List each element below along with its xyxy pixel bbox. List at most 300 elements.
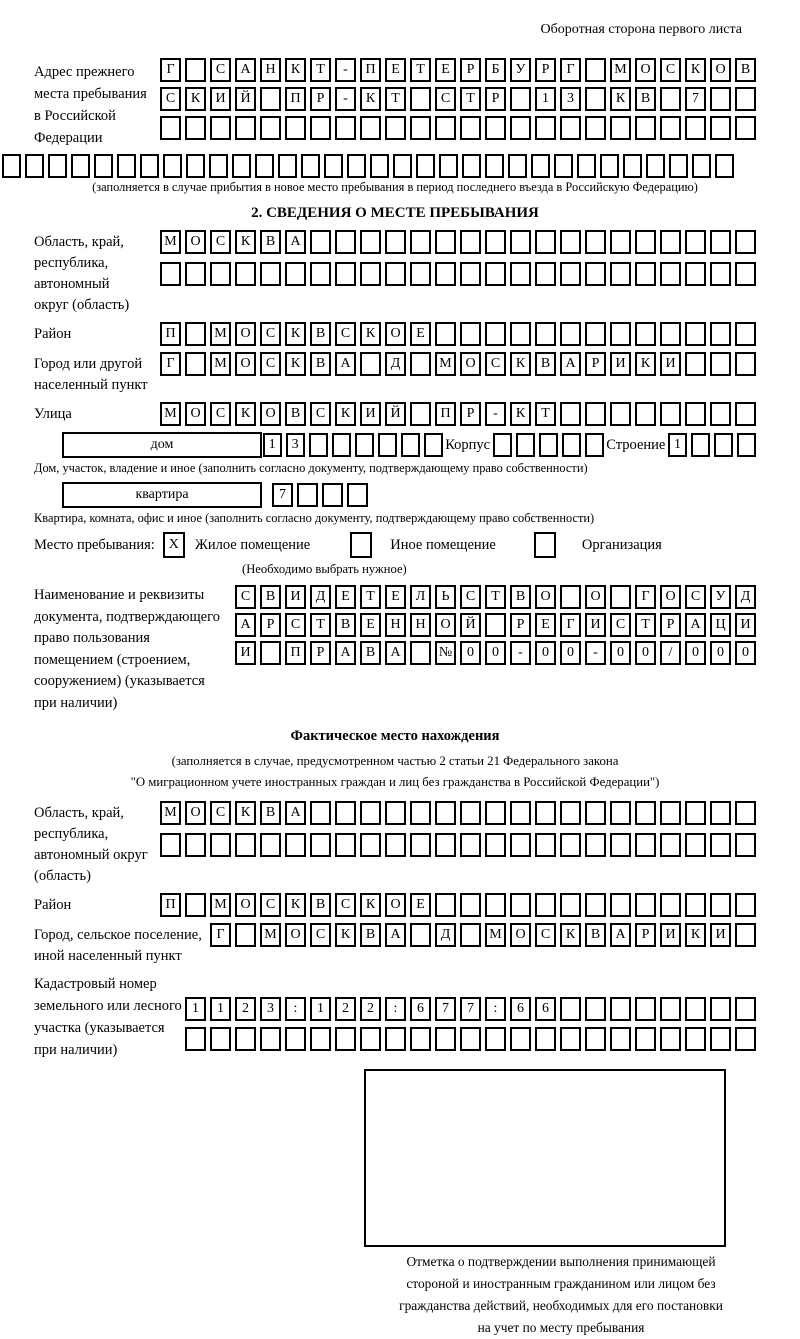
form-cell[interactable]: [347, 154, 366, 178]
form-cell[interactable]: [585, 433, 604, 457]
form-cell[interactable]: К: [685, 923, 706, 947]
form-cell[interactable]: [585, 262, 606, 286]
form-cell[interactable]: [332, 433, 351, 457]
form-cell[interactable]: П: [160, 322, 181, 346]
form-cell[interactable]: 2: [335, 997, 356, 1021]
form-cell[interactable]: Т: [410, 58, 431, 82]
form-cell[interactable]: С: [435, 87, 456, 111]
form-cell[interactable]: 2: [360, 997, 381, 1021]
form-cell[interactable]: [355, 433, 374, 457]
form-cell[interactable]: [610, 402, 631, 426]
form-cell[interactable]: [260, 87, 281, 111]
form-cell[interactable]: 3: [260, 997, 281, 1021]
form-cell[interactable]: [435, 322, 456, 346]
document-row-3[interactable]: [235, 641, 756, 665]
form-cell[interactable]: Г: [210, 923, 231, 947]
form-cell[interactable]: [410, 1027, 431, 1051]
form-cell[interactable]: [385, 230, 406, 254]
form-cell[interactable]: А: [560, 352, 581, 376]
form-cell[interactable]: [710, 262, 731, 286]
form-cell[interactable]: [301, 154, 320, 178]
form-cell[interactable]: [510, 116, 531, 140]
form-cell[interactable]: Н: [385, 613, 406, 637]
form-cell[interactable]: 0: [460, 641, 481, 665]
form-cell[interactable]: [335, 801, 356, 825]
form-cell[interactable]: [585, 402, 606, 426]
form-cell[interactable]: [510, 833, 531, 857]
form-cell[interactable]: [210, 833, 231, 857]
form-cell[interactable]: [460, 262, 481, 286]
form-cell[interactable]: Р: [310, 87, 331, 111]
form-cell[interactable]: Р: [535, 58, 556, 82]
form-cell[interactable]: К: [360, 893, 381, 917]
form-cell[interactable]: О: [385, 322, 406, 346]
form-cell[interactable]: В: [635, 87, 656, 111]
form-cell[interactable]: [360, 801, 381, 825]
form-cell[interactable]: [691, 433, 710, 457]
form-cell[interactable]: [493, 433, 512, 457]
form-cell[interactable]: Т: [385, 87, 406, 111]
form-cell[interactable]: А: [610, 923, 631, 947]
form-cell[interactable]: [460, 833, 481, 857]
form-cell[interactable]: [160, 262, 181, 286]
form-cell[interactable]: Л: [410, 585, 431, 609]
form-cell[interactable]: [410, 641, 431, 665]
form-cell[interactable]: 1: [210, 997, 231, 1021]
form-cell[interactable]: [485, 613, 506, 637]
form-cell[interactable]: 1: [310, 997, 331, 1021]
form-cell[interactable]: [635, 402, 656, 426]
form-cell[interactable]: [535, 230, 556, 254]
form-cell[interactable]: [685, 230, 706, 254]
form-cell[interactable]: [508, 154, 527, 178]
form-cell[interactable]: [535, 801, 556, 825]
form-cell[interactable]: [255, 154, 274, 178]
form-cell[interactable]: Р: [485, 87, 506, 111]
form-cell[interactable]: Г: [635, 585, 656, 609]
form-cell[interactable]: Г: [160, 58, 181, 82]
form-cell[interactable]: [585, 116, 606, 140]
form-cell[interactable]: [324, 154, 343, 178]
form-cell[interactable]: Б: [485, 58, 506, 82]
form-cell[interactable]: Ц: [710, 613, 731, 637]
form-cell[interactable]: [535, 116, 556, 140]
form-cell[interactable]: [735, 923, 756, 947]
form-cell[interactable]: [435, 1027, 456, 1051]
form-cell[interactable]: [310, 262, 331, 286]
form-cell[interactable]: С: [310, 402, 331, 426]
form-cell[interactable]: -: [335, 58, 356, 82]
form-cell[interactable]: [385, 116, 406, 140]
form-cell[interactable]: [685, 801, 706, 825]
form-cell[interactable]: [510, 262, 531, 286]
form-cell[interactable]: [410, 352, 431, 376]
form-cell[interactable]: [535, 1027, 556, 1051]
form-cell[interactable]: С: [660, 58, 681, 82]
form-cell[interactable]: С: [210, 58, 231, 82]
form-cell[interactable]: Р: [635, 923, 656, 947]
form-cell[interactable]: [260, 833, 281, 857]
form-cell[interactable]: [535, 893, 556, 917]
form-cell[interactable]: К: [510, 352, 531, 376]
form-cell[interactable]: О: [185, 230, 206, 254]
form-cell[interactable]: [560, 262, 581, 286]
form-cell[interactable]: [737, 433, 756, 457]
form-cell[interactable]: [685, 352, 706, 376]
form-cell[interactable]: [460, 230, 481, 254]
form-cell[interactable]: А: [235, 58, 256, 82]
form-cell[interactable]: 0: [635, 641, 656, 665]
form-cell[interactable]: [610, 116, 631, 140]
form-cell[interactable]: [635, 262, 656, 286]
form-cell[interactable]: Е: [360, 613, 381, 637]
form-cell[interactable]: А: [285, 230, 306, 254]
form-cell[interactable]: [285, 1027, 306, 1051]
form-cell[interactable]: С: [310, 923, 331, 947]
form-cell[interactable]: [285, 116, 306, 140]
city-row[interactable]: [160, 352, 756, 376]
form-cell[interactable]: [685, 833, 706, 857]
form-cell[interactable]: Т: [310, 58, 331, 82]
form-cell[interactable]: [260, 1027, 281, 1051]
apartment-cells[interactable]: [272, 483, 368, 507]
form-cell[interactable]: [710, 833, 731, 857]
form-cell[interactable]: А: [285, 801, 306, 825]
form-cell[interactable]: [735, 1027, 756, 1051]
form-cell[interactable]: [410, 262, 431, 286]
form-cell[interactable]: В: [585, 923, 606, 947]
form-cell[interactable]: [485, 1027, 506, 1051]
form-cell[interactable]: [185, 58, 206, 82]
form-cell[interactable]: [370, 154, 389, 178]
document-row-2[interactable]: [235, 613, 756, 637]
form-cell[interactable]: [260, 262, 281, 286]
form-cell[interactable]: [485, 801, 506, 825]
korpus-cells[interactable]: [493, 433, 604, 457]
form-cell[interactable]: [562, 433, 581, 457]
form-cell[interactable]: [710, 893, 731, 917]
form-cell[interactable]: [410, 87, 431, 111]
form-cell[interactable]: [210, 1027, 231, 1051]
form-cell[interactable]: Р: [460, 58, 481, 82]
form-cell[interactable]: [297, 483, 318, 507]
form-cell[interactable]: С: [460, 585, 481, 609]
form-cell[interactable]: [435, 833, 456, 857]
prev-address-row-3[interactable]: [160, 116, 756, 140]
form-cell[interactable]: [48, 154, 67, 178]
house-number-cells[interactable]: [263, 433, 443, 457]
form-cell[interactable]: [278, 154, 297, 178]
form-cell[interactable]: Й: [235, 87, 256, 111]
form-cell[interactable]: О: [235, 352, 256, 376]
form-cell[interactable]: К: [235, 402, 256, 426]
form-cell[interactable]: К: [610, 87, 631, 111]
form-cell[interactable]: [585, 230, 606, 254]
form-cell[interactable]: И: [585, 613, 606, 637]
form-cell[interactable]: С: [610, 613, 631, 637]
form-cell[interactable]: [460, 322, 481, 346]
form-cell[interactable]: [660, 116, 681, 140]
form-cell[interactable]: [360, 833, 381, 857]
form-cell[interactable]: А: [685, 613, 706, 637]
form-cell[interactable]: -: [585, 641, 606, 665]
form-cell[interactable]: [585, 893, 606, 917]
cadastral-row-2[interactable]: [185, 1027, 756, 1051]
form-cell[interactable]: М: [160, 801, 181, 825]
form-cell[interactable]: [660, 262, 681, 286]
form-cell[interactable]: 3: [286, 433, 305, 457]
form-cell[interactable]: [25, 154, 44, 178]
form-cell[interactable]: [660, 833, 681, 857]
form-cell[interactable]: К: [360, 322, 381, 346]
form-cell[interactable]: [710, 116, 731, 140]
form-cell[interactable]: [393, 154, 412, 178]
form-cell[interactable]: [610, 262, 631, 286]
form-cell[interactable]: [660, 322, 681, 346]
form-cell[interactable]: [439, 154, 458, 178]
form-cell[interactable]: К: [335, 923, 356, 947]
street-row[interactable]: [160, 402, 756, 426]
form-cell[interactable]: [485, 262, 506, 286]
form-cell[interactable]: [685, 402, 706, 426]
form-cell[interactable]: П: [435, 402, 456, 426]
form-cell[interactable]: Е: [385, 585, 406, 609]
form-cell[interactable]: Т: [535, 402, 556, 426]
form-cell[interactable]: [410, 402, 431, 426]
form-cell[interactable]: [585, 833, 606, 857]
form-cell[interactable]: 0: [485, 641, 506, 665]
form-cell[interactable]: [435, 893, 456, 917]
form-cell[interactable]: 0: [685, 641, 706, 665]
form-cell[interactable]: [335, 833, 356, 857]
cadastral-row-1[interactable]: [185, 997, 756, 1021]
form-cell[interactable]: Т: [460, 87, 481, 111]
form-cell[interactable]: 6: [535, 997, 556, 1021]
form-cell[interactable]: [710, 801, 731, 825]
form-cell[interactable]: [185, 262, 206, 286]
form-cell[interactable]: [635, 116, 656, 140]
form-cell[interactable]: [185, 322, 206, 346]
form-cell[interactable]: [560, 116, 581, 140]
form-cell[interactable]: Ь: [435, 585, 456, 609]
form-cell[interactable]: Й: [385, 402, 406, 426]
form-cell[interactable]: У: [510, 58, 531, 82]
form-cell[interactable]: С: [210, 230, 231, 254]
form-cell[interactable]: [635, 893, 656, 917]
form-cell[interactable]: [585, 801, 606, 825]
form-cell[interactable]: Т: [360, 585, 381, 609]
form-cell[interactable]: [735, 87, 756, 111]
form-cell[interactable]: [335, 230, 356, 254]
form-cell[interactable]: [510, 230, 531, 254]
form-cell[interactable]: [435, 116, 456, 140]
form-cell[interactable]: [309, 433, 328, 457]
form-cell[interactable]: [510, 801, 531, 825]
form-cell[interactable]: [610, 893, 631, 917]
form-cell[interactable]: [610, 230, 631, 254]
form-cell[interactable]: О: [635, 58, 656, 82]
form-cell[interactable]: [485, 833, 506, 857]
form-cell[interactable]: -: [485, 402, 506, 426]
form-cell[interactable]: И: [610, 352, 631, 376]
region-row-1[interactable]: [160, 230, 756, 254]
form-cell[interactable]: [235, 923, 256, 947]
form-cell[interactable]: 3: [560, 87, 581, 111]
form-cell[interactable]: Д: [435, 923, 456, 947]
prev-address-row-4[interactable]: [2, 154, 756, 178]
form-cell[interactable]: [335, 1027, 356, 1051]
form-cell[interactable]: Д: [735, 585, 756, 609]
form-cell[interactable]: [685, 262, 706, 286]
form-cell[interactable]: [531, 154, 550, 178]
form-cell[interactable]: [669, 154, 688, 178]
form-cell[interactable]: [510, 893, 531, 917]
form-cell[interactable]: [260, 641, 281, 665]
form-cell[interactable]: [560, 1027, 581, 1051]
form-cell[interactable]: [735, 833, 756, 857]
form-cell[interactable]: К: [635, 352, 656, 376]
form-cell[interactable]: [385, 801, 406, 825]
form-cell[interactable]: Т: [310, 613, 331, 637]
form-cell[interactable]: Г: [560, 613, 581, 637]
form-cell[interactable]: 0: [610, 641, 631, 665]
form-cell[interactable]: 1: [535, 87, 556, 111]
form-cell[interactable]: [610, 801, 631, 825]
form-cell[interactable]: [209, 154, 228, 178]
form-cell[interactable]: /: [660, 641, 681, 665]
form-cell[interactable]: [360, 116, 381, 140]
form-cell[interactable]: [560, 997, 581, 1021]
form-cell[interactable]: С: [260, 322, 281, 346]
form-cell[interactable]: В: [260, 585, 281, 609]
form-cell[interactable]: О: [710, 58, 731, 82]
form-cell[interactable]: [185, 893, 206, 917]
form-cell[interactable]: [322, 483, 343, 507]
form-cell[interactable]: М: [435, 352, 456, 376]
form-cell[interactable]: В: [310, 352, 331, 376]
form-cell[interactable]: В: [260, 230, 281, 254]
actual-city-row[interactable]: [210, 923, 756, 947]
form-cell[interactable]: [385, 1027, 406, 1051]
form-cell[interactable]: [460, 116, 481, 140]
form-cell[interactable]: И: [360, 402, 381, 426]
form-cell[interactable]: [560, 801, 581, 825]
form-cell[interactable]: [635, 1027, 656, 1051]
form-cell[interactable]: А: [385, 923, 406, 947]
form-cell[interactable]: [635, 833, 656, 857]
form-cell[interactable]: [235, 1027, 256, 1051]
form-cell[interactable]: Д: [310, 585, 331, 609]
form-cell[interactable]: М: [160, 230, 181, 254]
form-cell[interactable]: [460, 923, 481, 947]
form-cell[interactable]: П: [285, 87, 306, 111]
form-cell[interactable]: [160, 116, 181, 140]
form-cell[interactable]: [310, 116, 331, 140]
form-cell[interactable]: Е: [335, 585, 356, 609]
form-cell[interactable]: В: [335, 613, 356, 637]
form-cell[interactable]: В: [310, 322, 331, 346]
form-cell[interactable]: [585, 87, 606, 111]
form-cell[interactable]: [510, 322, 531, 346]
form-cell[interactable]: [310, 801, 331, 825]
form-cell[interactable]: И: [660, 352, 681, 376]
form-cell[interactable]: [435, 262, 456, 286]
form-cell[interactable]: К: [285, 893, 306, 917]
form-cell[interactable]: [310, 1027, 331, 1051]
form-cell[interactable]: С: [210, 801, 231, 825]
form-cell[interactable]: 6: [410, 997, 431, 1021]
form-cell[interactable]: 7: [460, 997, 481, 1021]
form-cell[interactable]: [485, 230, 506, 254]
form-cell[interactable]: №: [435, 641, 456, 665]
form-cell[interactable]: [715, 154, 734, 178]
form-cell[interactable]: [235, 116, 256, 140]
form-cell[interactable]: [235, 262, 256, 286]
form-cell[interactable]: О: [285, 923, 306, 947]
form-cell[interactable]: [360, 352, 381, 376]
prev-address-row-2[interactable]: [160, 87, 756, 111]
form-cell[interactable]: С: [235, 585, 256, 609]
form-cell[interactable]: 0: [735, 641, 756, 665]
form-cell[interactable]: В: [510, 585, 531, 609]
form-cell[interactable]: [646, 154, 665, 178]
form-cell[interactable]: И: [660, 923, 681, 947]
form-cell[interactable]: П: [285, 641, 306, 665]
form-cell[interactable]: В: [310, 893, 331, 917]
region-row-2[interactable]: [160, 262, 756, 286]
actual-region-row-2[interactable]: [160, 833, 756, 857]
form-cell[interactable]: [560, 230, 581, 254]
form-cell[interactable]: [585, 997, 606, 1021]
form-cell[interactable]: [554, 154, 573, 178]
form-cell[interactable]: [735, 801, 756, 825]
form-cell[interactable]: С: [685, 585, 706, 609]
form-cell[interactable]: [460, 801, 481, 825]
form-cell[interactable]: В: [360, 923, 381, 947]
form-cell[interactable]: К: [285, 58, 306, 82]
form-cell[interactable]: И: [235, 641, 256, 665]
form-cell[interactable]: [360, 230, 381, 254]
form-cell[interactable]: 1: [668, 433, 687, 457]
form-cell[interactable]: [685, 322, 706, 346]
checkbox-other-premises[interactable]: [350, 532, 372, 558]
form-cell[interactable]: [71, 154, 90, 178]
form-cell[interactable]: А: [335, 641, 356, 665]
form-cell[interactable]: [710, 87, 731, 111]
form-cell[interactable]: [635, 322, 656, 346]
form-cell[interactable]: К: [235, 230, 256, 254]
form-cell[interactable]: К: [185, 87, 206, 111]
form-cell[interactable]: 7: [272, 483, 293, 507]
form-cell[interactable]: [347, 483, 368, 507]
form-cell[interactable]: О: [460, 352, 481, 376]
form-cell[interactable]: [335, 116, 356, 140]
form-cell[interactable]: [160, 833, 181, 857]
form-cell[interactable]: [610, 833, 631, 857]
form-cell[interactable]: 2: [235, 997, 256, 1021]
form-cell[interactable]: М: [210, 352, 231, 376]
form-cell[interactable]: С: [260, 893, 281, 917]
form-cell[interactable]: [462, 154, 481, 178]
form-cell[interactable]: [735, 230, 756, 254]
form-cell[interactable]: О: [235, 322, 256, 346]
form-cell[interactable]: [660, 1027, 681, 1051]
form-cell[interactable]: О: [260, 402, 281, 426]
form-cell[interactable]: [210, 262, 231, 286]
form-cell[interactable]: [385, 833, 406, 857]
form-cell[interactable]: :: [485, 997, 506, 1021]
form-cell[interactable]: С: [335, 322, 356, 346]
